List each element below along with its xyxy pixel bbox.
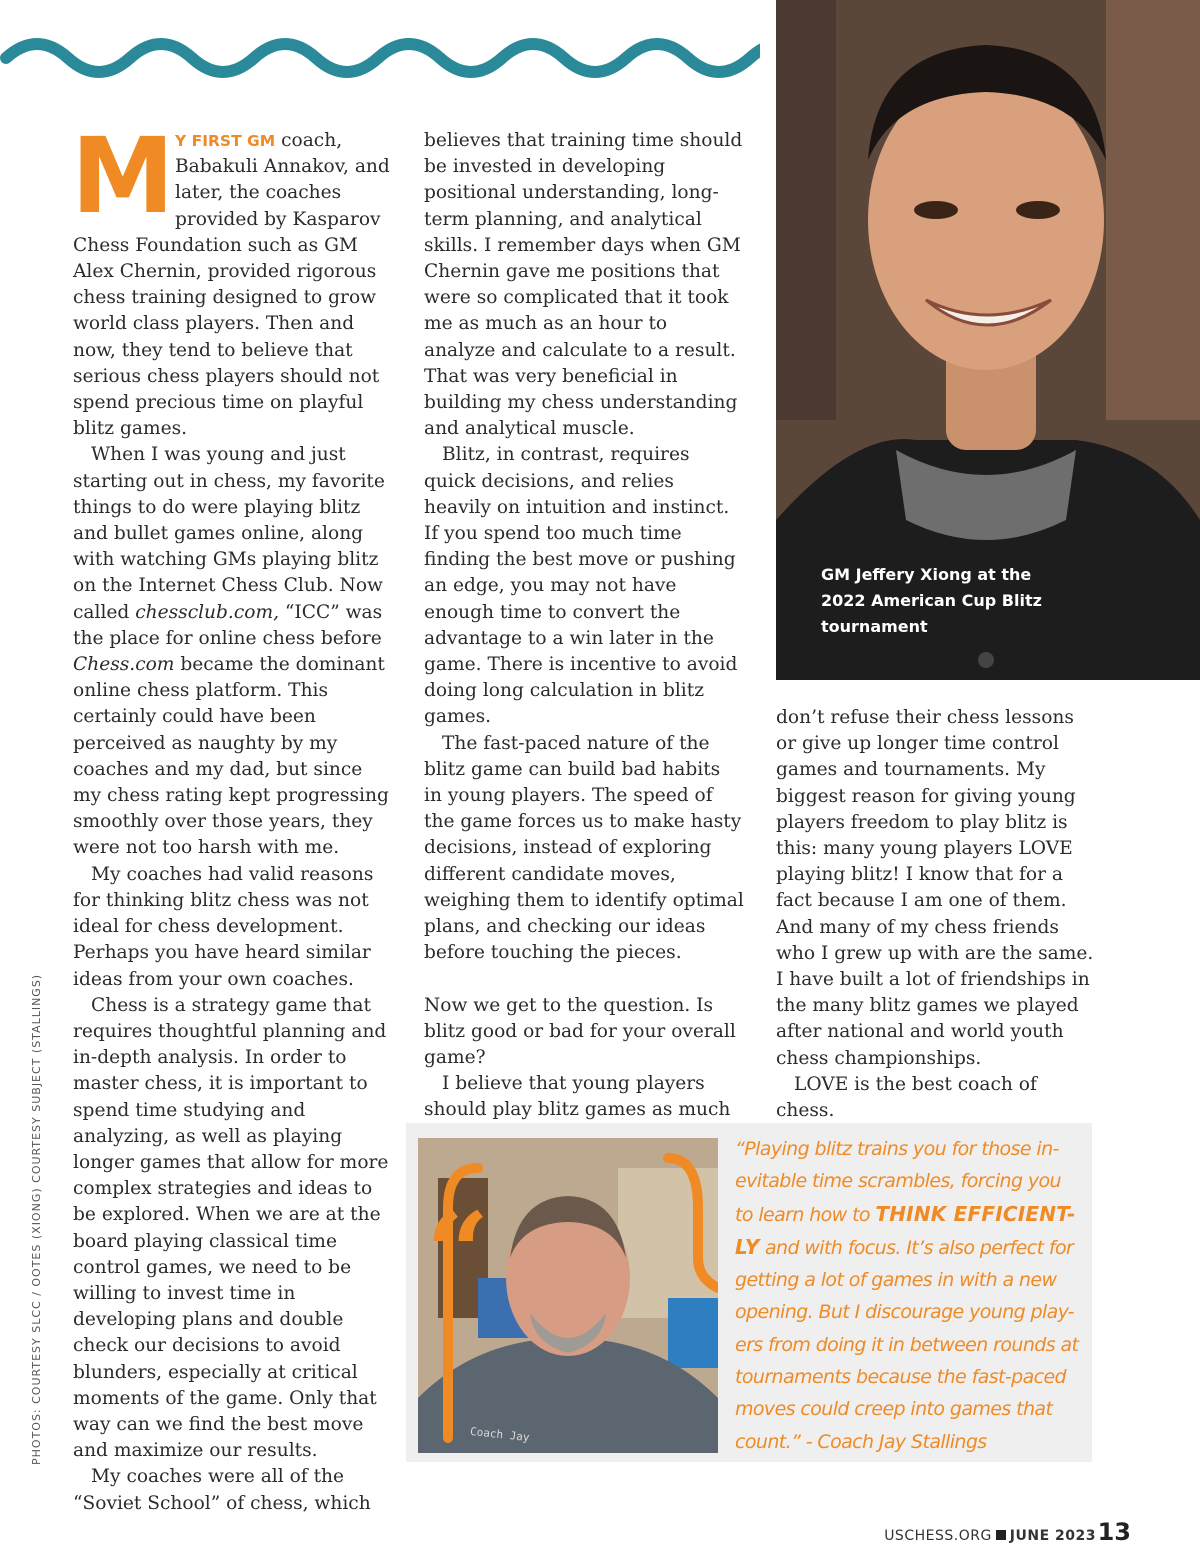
article-paragraph-5: My coaches were all of the “Soviet School” of chess, which (73, 1466, 371, 1514)
photo-caption: GM Jeffery Xiong at the 2022 American Cup Blitz tournament (821, 565, 1042, 636)
footer-separator (996, 1530, 1006, 1540)
footer-issue: JUNE 2023 (1009, 1528, 1096, 1544)
article-paragraph-4: Chess is a strategy game that requires thoughtful planning and in-depth analysis. In order to master chess, it is important to spend time studying and analyzing, as well as playing longer games that allow for more complex strategies and ideas to be explored. When we are at the board playing classical time control games, we need to be willing to invest time in developing plans and double check our decisions to avoid blunders, especially at critical moments of the game. Only that way can we find the best move and maximize our results. (73, 994, 389, 1462)
article-column-1 (71, 115, 393, 1517)
quote-emphasis: THINK EFFICIENT-LY (735, 1201, 1076, 1259)
pull-quote-text: “Playing blitz trains you for those in-evitable time scrambles, forcing you to learn how to THINK EFFICIENT-LY and with focus. It’s also perfect for getting a lot of games in with a new opening. But I discourage young play-ers from doing it in between rounds at tournaments because the fast-paced moves could creep into games that count.” - Coach Jay Stallings (735, 1138, 1079, 1453)
article-paragraph-9-continued: don’t refuse their chess lessons or give up longer time control games and tournaments. My biggest reason for giving young players freedom to play blitz is this: many young players LOVE playing blitz! I know that for a fact because I am one of them. And many of my chess friends who I grew up with are the same. I have built a lot of friendships in the many blitz games we played after national and world youth chess championships. (776, 707, 1094, 1069)
article-paragraph-6: Blitz, in contrast, requires quick decisions, and relies heavily on intuition and instinct. If you spend too much time finding the best move or pushing an edge, you may not have enough time to convert the advantage to a win later in the game. There is incentive to avoid doing long calculation in blitz games. (424, 444, 738, 728)
page-number: 13 (1097, 1518, 1131, 1546)
article-paragraph-9: I believe that young players should play blitz games as much (424, 1073, 731, 1121)
article-paragraph-3: My coaches had valid reasons for thinking blitz chess was not ideal for chess development. Perhaps you have heard similar ideas from your own coaches. (73, 863, 374, 990)
wave-decoration (0, 28, 760, 78)
photo-credit: PHOTOS: COURTESY SLCC / OOTES (XIONG) COURTESY SUBJECT (STALLINGS) (30, 973, 43, 1465)
article-paragraph-5-continued: believes that training time should be invested in developing positional understanding, long-term planning, and analytical skills. I remember days when GM Chernin gave me positions that were so complicated that it took me as much as an hour to analyze and calculate to a result. That was very beneficial in building my chess understanding and analytical muscle. (424, 130, 743, 440)
article-paragraph-8: Now we get to the question. Is blitz good or bad for your overall game? (424, 994, 736, 1068)
article-column-3 (776, 705, 1096, 1124)
website-name: Chess.com (73, 654, 175, 676)
website-name: chessclub.com, (135, 601, 279, 623)
article-paragraph-1: M Y FIRST GM coach, Babakuli Annakov, and later, the coaches provided by Kasparov Chess Foundation such as GM Alex Chernin, provided rigorous chess training designed to grow world class players. Then and now, they tend to believe that serious chess players should not spend precious time on playful blitz games. (71, 115, 390, 440)
page-footer (884, 1528, 1096, 1544)
article-column-2 (424, 128, 744, 1150)
article-paragraph-2: When I was young and just starting out in chess, my favorite things to do were playing blitz and bullet games online, along with watching GMs playing blitz on the Internet Chess Club. Now called chessclub.com, “ICC” was the place for online chess before Chess.com became the dominant online chess platform. This certainly could have been perceived as naughty by my coaches and my dad, but since my chess rating kept progressing smoothly over those years, they were not too harsh with me. (73, 444, 389, 859)
article-paragraph-10: LOVE is the best coach of chess. (776, 1073, 1037, 1122)
lead-in: Y FIRST GM (175, 132, 276, 150)
quote-mark-icon: “ (426, 1188, 490, 1317)
portrait-photo (776, 0, 1200, 680)
coach-photo (418, 1138, 718, 1453)
footer-site: USCHESS.ORG (884, 1528, 992, 1544)
drop-cap: M (71, 115, 175, 237)
article-paragraph-7: The fast-paced nature of the blitz game can build bad habits in young players. The speed of the game forces us to make hasty decisions, instead of exploring different candidate moves, weighing them to identify optimal plans, and checking our ideas before touching the pieces. (424, 732, 744, 964)
coach-name-tag: Coach Jay (469, 1424, 531, 1445)
